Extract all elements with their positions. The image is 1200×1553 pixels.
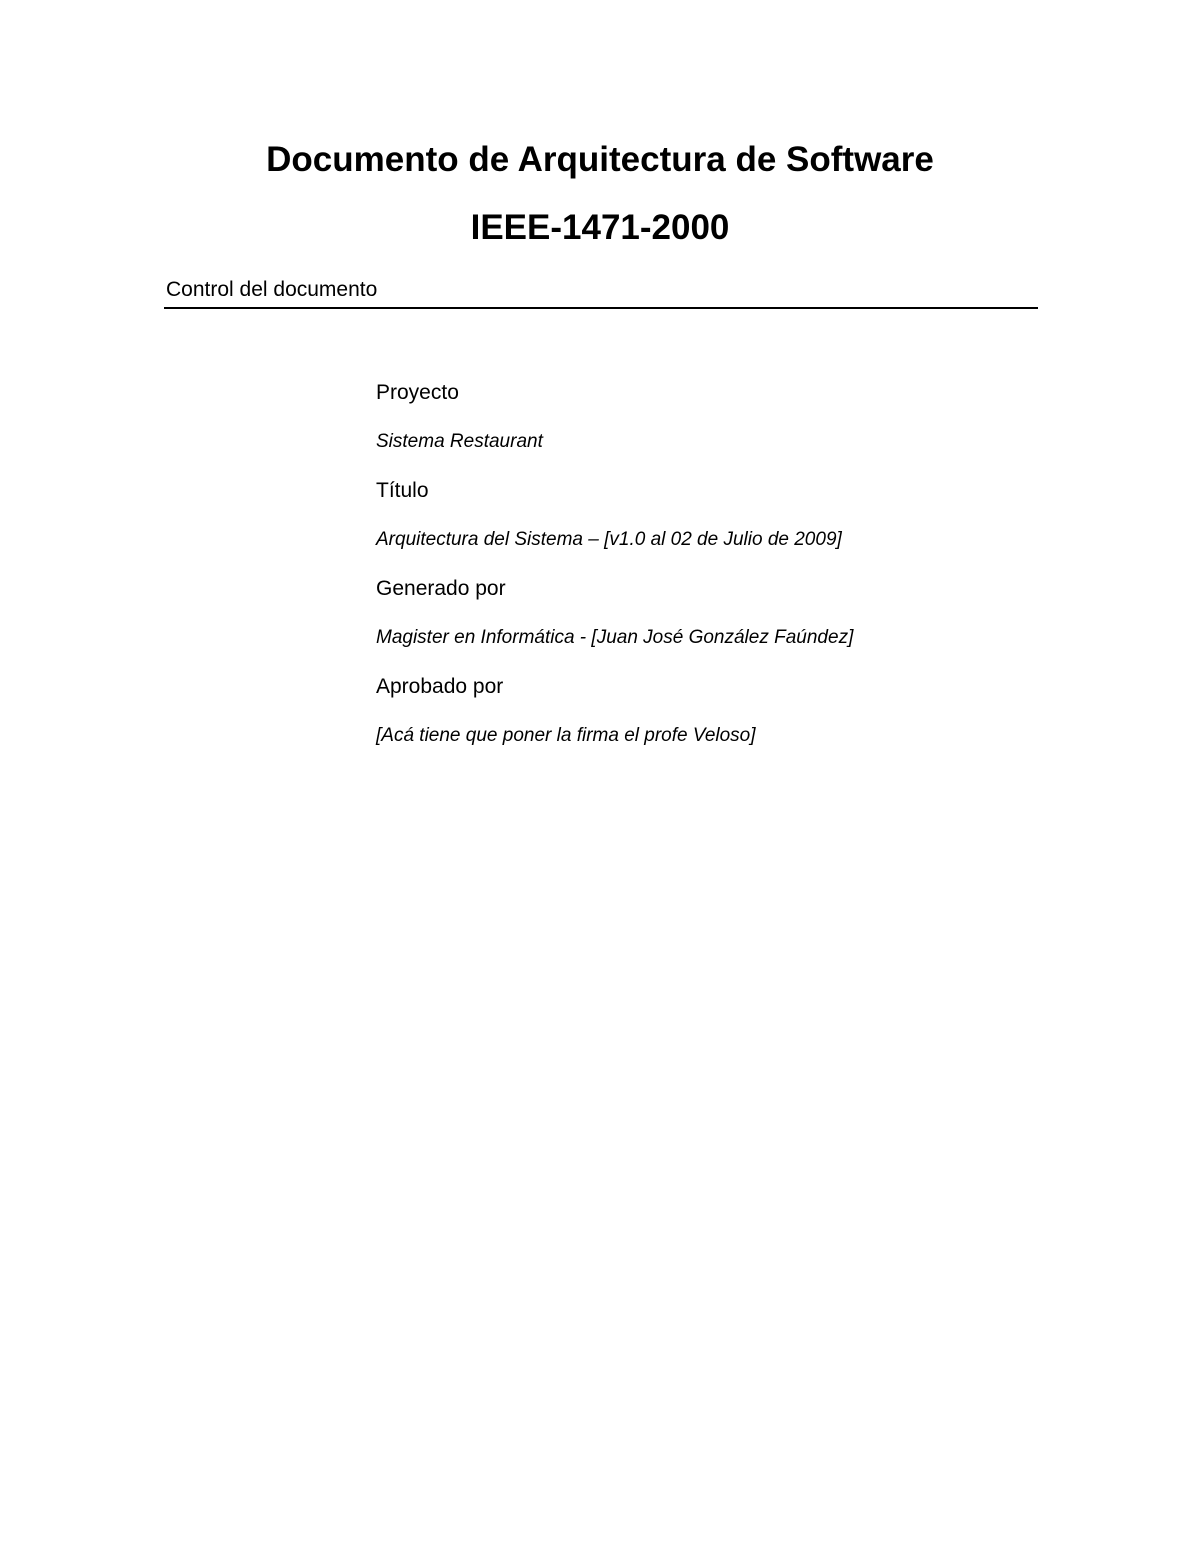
document-title: Documento de Arquitectura de Software — [266, 140, 934, 179]
field-label-proyecto: Proyecto — [376, 381, 459, 404]
field-value-generado-por: Magister en Informática - [Juan José González Faúndez] — [376, 627, 854, 648]
section-divider — [164, 307, 1038, 309]
field-value-proyecto: Sistema Restaurant — [376, 431, 543, 452]
field-label-generado-por: Generado por — [376, 577, 506, 600]
field-label-titulo: Título — [376, 479, 429, 502]
section-heading: Control del documento — [166, 278, 378, 301]
document-control-fields — [376, 379, 1076, 771]
field-value-titulo: Arquitectura del Sistema – [v1.0 al 02 de Julio de 2009] — [376, 529, 842, 550]
field-value-aprobado-por: [Acá tiene que poner la firma el profe Veloso] — [376, 725, 756, 746]
field-label-aprobado-por: Aprobado por — [376, 675, 504, 698]
document-standard: IEEE-1471-2000 — [470, 208, 730, 247]
